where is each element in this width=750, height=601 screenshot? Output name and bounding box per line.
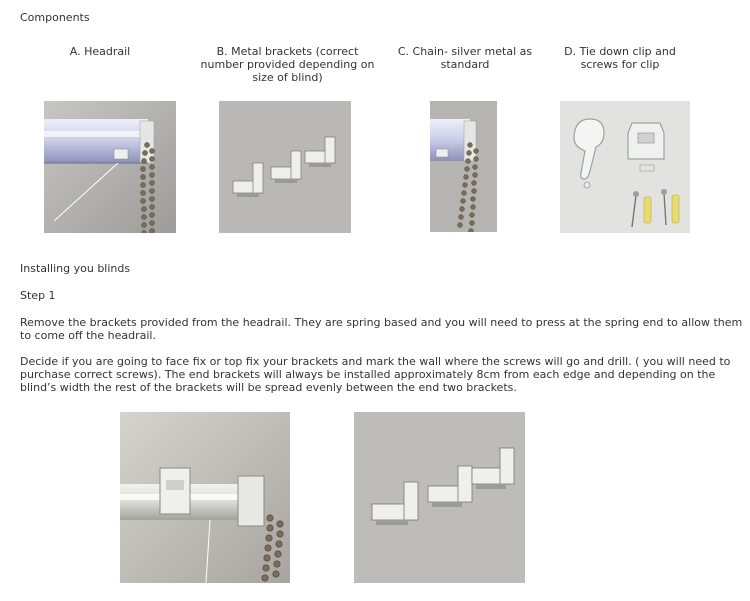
- metal-brackets-photo: [219, 101, 351, 233]
- caption-metal-brackets: B. Metal brackets (correct number provided depending on size of blind): [200, 45, 375, 84]
- instruction-paragraph-2: Decide if you are going to face fix or top fix your brackets and mark the wall where the screws will go and drill. ( you will need to purchase correct screws). The end brackets will always be installed approximately 8cm from each edge and depending on the blind’s width the rest of the brackets will be spread evenly between the end two brackets.: [20, 355, 731, 394]
- step-heading: Step 1: [20, 289, 56, 302]
- caption-chain: C. Chain- silver metal as standard: [397, 45, 533, 71]
- headrail-photo: [44, 101, 176, 233]
- tie-down-clip-photo: [560, 101, 690, 233]
- brackets-closeup-photo: [354, 412, 525, 583]
- instruction-paragraph-1: Remove the brackets provided from the headrail. They are spring based and you will need to press at the spring end to allow them to come off the headrail.: [20, 316, 743, 342]
- caption-headrail: A. Headrail: [69, 45, 131, 58]
- installing-heading: Installing you blinds: [20, 262, 131, 275]
- components-heading: Components: [20, 11, 90, 24]
- headrail-bracket-photo: [120, 412, 290, 583]
- chain-photo: [430, 101, 497, 232]
- caption-tie-down-clip: D. Tie down clip and screws for clip: [564, 45, 676, 71]
